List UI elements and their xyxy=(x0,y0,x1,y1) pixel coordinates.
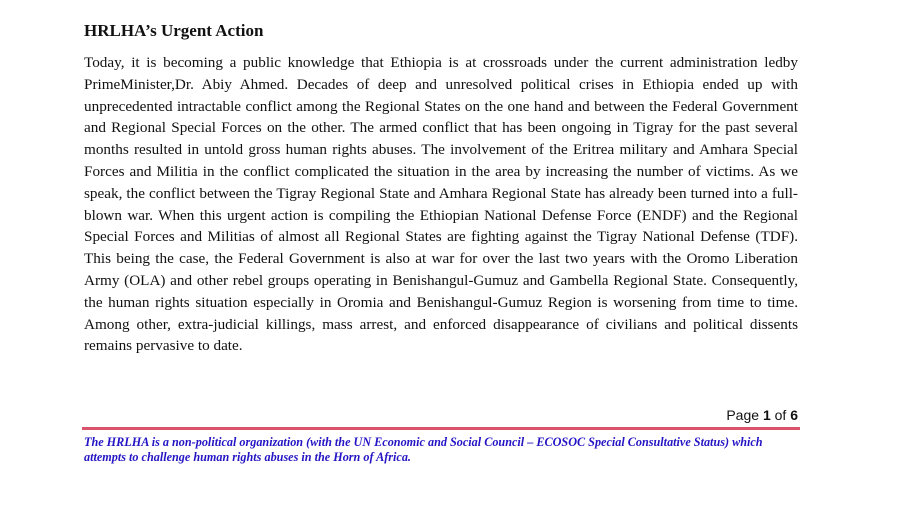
footer-divider xyxy=(82,427,800,430)
page-number xyxy=(726,407,798,423)
body-paragraph: Today, it is becoming a public knowledge that Ethiopia is at crossroads under the current administration ledby PrimeMinister,Dr. Abiy Ahmed. Decades of deep and unresolved political crises in Ethiopia ended up with unprecedented intractable conflict among the Regional States on the one hand and between the Federal Government and Regional Special Forces on the other. The armed conflict that has been ongoing in Tigray for the past several months resulted in untold gross human rights abuses. The involvement of the Eritrea military and Amhara Special Forces and Militia in the conflict complicated the situation in the area by increasing the number of victims. As we speak, the conflict between the Tigray Regional State and Amhara Regional State has already been turned into a full-blown war. When this urgent action is compiling the Ethiopian National Defense Force (ENDF) and the Regional Special Forces and Militias of almost all Regional States are fighting against the Tigray National Defense (TDF). This being the case, the Federal Government is also at war for over the last two years with the Oromo Liberation Army (OLA) and other rebel groups operating in Benishangul-Gumuz and Gambella Regional State. Consequently, the human rights situation especially in Oromia and Benishangul-Gumuz Region is worsening from time to time. Among other, extra-judicial killings, mass arrest, and enforced disappearance of civilians and political dissents remains pervasive to date. xyxy=(84,54,798,355)
page-total: 6 xyxy=(790,407,798,423)
page-of-label: of xyxy=(774,407,787,423)
page-current: 1 xyxy=(762,407,771,423)
footer-note: The HRLHA is a non-political organization (with the UN Economic and Social Council – ECOSOC Special Consultative Status) which attempts to challenge human rights abuses in the Horn of Africa. xyxy=(84,435,763,464)
page-label: Page xyxy=(726,407,760,423)
section-heading: HRLHA’s Urgent Action xyxy=(84,21,264,40)
